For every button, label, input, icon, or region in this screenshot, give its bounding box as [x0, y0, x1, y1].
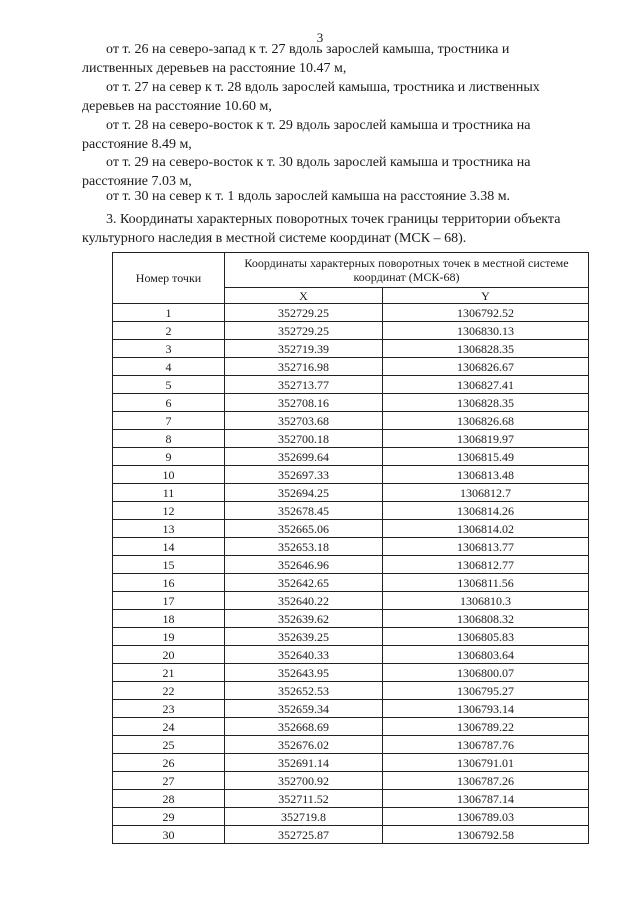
table-row: [113, 718, 589, 736]
paragraph-line: расстояние 8.49 м,: [82, 137, 192, 152]
point-number-cell: 24: [113, 718, 225, 736]
point-number-cell: 12: [113, 502, 225, 520]
y-coordinate-cell: 1306787.26: [383, 772, 589, 790]
table-row: [113, 484, 589, 502]
table-row: [113, 646, 589, 664]
y-coordinate-cell: 1306805.83: [383, 628, 589, 646]
y-coordinate-cell: 1306828.35: [383, 394, 589, 412]
y-coordinate-cell: 1306819.97: [383, 430, 589, 448]
table-row: [113, 466, 589, 484]
paragraph-line: от т. 27 на север к т. 28 вдоль зарослей камыша, тростника и лиственных: [106, 80, 540, 95]
point-number-cell: 9: [113, 448, 225, 466]
y-coordinate-cell: 1306800.07: [383, 664, 589, 682]
table-row: [113, 394, 589, 412]
table-row: [113, 826, 589, 844]
y-coordinate-cell: 1306813.48: [383, 466, 589, 484]
point-number-cell: 3: [113, 340, 225, 358]
x-coordinate-cell: 352665.06: [225, 520, 383, 538]
y-coordinate-cell: 1306813.77: [383, 538, 589, 556]
x-coordinate-cell: 352725.87: [225, 826, 383, 844]
paragraph-30-1: [82, 187, 614, 206]
x-coordinate-cell: 352640.33: [225, 646, 383, 664]
y-coordinate-cell: 1306812.77: [383, 556, 589, 574]
table-row: [113, 700, 589, 718]
paragraph-26-27: [82, 40, 614, 78]
paragraph-line: деревьев на расстояние 10.60 м,: [82, 99, 272, 114]
paragraph-line: лиственных деревьев на расстояние 10.47 м,: [82, 61, 347, 76]
point-number-cell: 26: [113, 754, 225, 772]
paragraph-line: от т. 29 на северо-восток к т. 30 вдоль зарослей камыша и тростника на: [106, 155, 531, 170]
table-row: [113, 556, 589, 574]
table-row: [113, 592, 589, 610]
table-row: [113, 430, 589, 448]
x-coordinate-cell: 352646.96: [225, 556, 383, 574]
x-coordinate-cell: 352719.39: [225, 340, 383, 358]
x-coordinate-cell: 352708.16: [225, 394, 383, 412]
point-number-cell: 23: [113, 700, 225, 718]
x-coordinate-cell: 352729.25: [225, 304, 383, 322]
x-coordinate-cell: 352697.33: [225, 466, 383, 484]
x-coordinate-cell: 352642.65: [225, 574, 383, 592]
paragraph-line: от т. 28 на северо-восток к т. 29 вдоль зарослей камыша и тростника на: [106, 118, 531, 133]
x-coordinate-cell: 352700.18: [225, 430, 383, 448]
y-coordinate-cell: 1306814.02: [383, 520, 589, 538]
point-number-cell: 25: [113, 736, 225, 754]
table-row: [113, 682, 589, 700]
table-row: [113, 736, 589, 754]
y-coordinate-cell: 1306810.3: [383, 592, 589, 610]
y-coordinate-cell: 1306789.03: [383, 808, 589, 826]
point-number-cell: 4: [113, 358, 225, 376]
table-row: [113, 628, 589, 646]
y-coordinate-cell: 1306811.56: [383, 574, 589, 592]
table-row: [113, 304, 589, 322]
y-coordinate-cell: 1306792.58: [383, 826, 589, 844]
point-number-cell: 14: [113, 538, 225, 556]
y-coordinate-cell: 1306830.13: [383, 322, 589, 340]
point-number-cell: 19: [113, 628, 225, 646]
table-row: [113, 808, 589, 826]
x-coordinate-cell: 352639.62: [225, 610, 383, 628]
x-coordinate-cell: 352691.14: [225, 754, 383, 772]
section-3-heading: [82, 210, 614, 248]
table-row: [113, 322, 589, 340]
point-number-cell: 7: [113, 412, 225, 430]
point-number-cell: 29: [113, 808, 225, 826]
x-coordinate-cell: 352652.53: [225, 682, 383, 700]
point-number-cell: 5: [113, 376, 225, 394]
y-coordinate-cell: 1306793.14: [383, 700, 589, 718]
page-number: 3: [316, 30, 324, 45]
y-coordinate-cell: 1306791.01: [383, 754, 589, 772]
point-number-cell: 8: [113, 430, 225, 448]
table-row: [113, 358, 589, 376]
table-row: [113, 520, 589, 538]
table-row: [113, 412, 589, 430]
point-number-cell: 17: [113, 592, 225, 610]
y-coordinate-cell: 1306826.67: [383, 358, 589, 376]
point-number-cell: 22: [113, 682, 225, 700]
x-coordinate-cell: 352694.25: [225, 484, 383, 502]
point-number-cell: 28: [113, 790, 225, 808]
point-number-cell: 15: [113, 556, 225, 574]
y-coordinate-cell: 1306812.7: [383, 484, 589, 502]
point-number-cell: 1: [113, 304, 225, 322]
point-number-cell: 16: [113, 574, 225, 592]
table-row: [113, 502, 589, 520]
table-row: [113, 664, 589, 682]
point-number-cell: 20: [113, 646, 225, 664]
coordinates-table: [112, 252, 589, 844]
x-coordinate-cell: 352668.69: [225, 718, 383, 736]
y-coordinate-cell: 1306787.76: [383, 736, 589, 754]
x-coordinate-cell: 352711.52: [225, 790, 383, 808]
table-row: [113, 790, 589, 808]
header-point-number: Номер точки: [113, 253, 225, 304]
header-x: X: [225, 288, 383, 304]
x-coordinate-cell: 352678.45: [225, 502, 383, 520]
y-coordinate-cell: 1306803.64: [383, 646, 589, 664]
point-number-cell: 6: [113, 394, 225, 412]
table-row: [113, 574, 589, 592]
point-number-cell: 27: [113, 772, 225, 790]
point-number-cell: 21: [113, 664, 225, 682]
y-coordinate-cell: 1306792.52: [383, 304, 589, 322]
point-number-cell: 30: [113, 826, 225, 844]
y-coordinate-cell: 1306789.22: [383, 718, 589, 736]
point-number-cell: 10: [113, 466, 225, 484]
paragraph-line: от т. 30 на север к т. 1 вдоль зарослей камыша на расстояние 3.38 м.: [106, 189, 511, 204]
point-number-cell: 13: [113, 520, 225, 538]
table-row: [113, 610, 589, 628]
table-body: [113, 304, 589, 844]
x-coordinate-cell: 352729.25: [225, 322, 383, 340]
y-coordinate-cell: 1306827.41: [383, 376, 589, 394]
y-coordinate-cell: 1306808.32: [383, 610, 589, 628]
table-row: [113, 448, 589, 466]
table-row: [113, 538, 589, 556]
x-coordinate-cell: 352659.34: [225, 700, 383, 718]
x-coordinate-cell: 352699.64: [225, 448, 383, 466]
x-coordinate-cell: 352640.22: [225, 592, 383, 610]
paragraph-27-28: [82, 78, 614, 116]
y-coordinate-cell: 1306787.14: [383, 790, 589, 808]
table-row: [113, 376, 589, 394]
table-row: [113, 340, 589, 358]
x-coordinate-cell: 352716.98: [225, 358, 383, 376]
header-y: Y: [383, 288, 589, 304]
paragraph-line: расстояние 7.03 м,: [82, 174, 192, 189]
y-coordinate-cell: 1306795.27: [383, 682, 589, 700]
header-coordinates: Координаты характерных поворотных точек в местной системе координат (МСК-68): [225, 253, 589, 288]
x-coordinate-cell: 352703.68: [225, 412, 383, 430]
x-coordinate-cell: 352639.25: [225, 628, 383, 646]
table-row: [113, 754, 589, 772]
x-coordinate-cell: 352653.18: [225, 538, 383, 556]
x-coordinate-cell: 352719.8: [225, 808, 383, 826]
paragraph-29-30: [82, 153, 614, 191]
y-coordinate-cell: 1306826.68: [383, 412, 589, 430]
x-coordinate-cell: 352700.92: [225, 772, 383, 790]
paragraph-line: 3. Координаты характерных поворотных точек границы территории объекта: [106, 212, 561, 227]
paragraph-line: от т. 26 на северо-запад к т. 27 вдоль зарослей камыша, тростника и: [106, 42, 510, 57]
point-number-cell: 11: [113, 484, 225, 502]
point-number-cell: 18: [113, 610, 225, 628]
x-coordinate-cell: 352643.95: [225, 664, 383, 682]
y-coordinate-cell: 1306815.49: [383, 448, 589, 466]
table-row: [113, 772, 589, 790]
paragraph-28-29: [82, 116, 614, 154]
x-coordinate-cell: 352713.77: [225, 376, 383, 394]
point-number-cell: 2: [113, 322, 225, 340]
y-coordinate-cell: 1306814.26: [383, 502, 589, 520]
y-coordinate-cell: 1306828.35: [383, 340, 589, 358]
paragraph-line: культурного наследия в местной системе координат (МСК – 68).: [82, 231, 467, 246]
x-coordinate-cell: 352676.02: [225, 736, 383, 754]
